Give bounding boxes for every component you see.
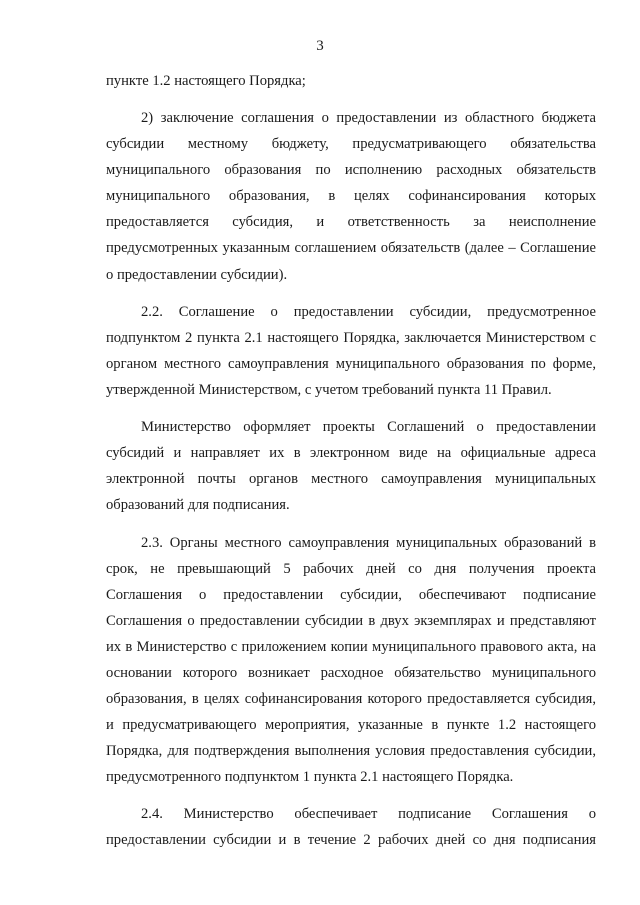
paragraph-continuation: пункте 1.2 настоящего Порядка; bbox=[106, 73, 306, 89]
paragraph-2-2: 2.2. Соглашение о предоставлении субсидии, предусмотренное подпунктом 2 пункта 2.1 настоящего Порядка, заключается Министерством с органом местного самоуправления муниципального образования по форме, утвержденной Министерством, с учетом требований пункта 11 Правил. bbox=[106, 303, 596, 398]
page-number: 3 bbox=[316, 38, 324, 54]
document-body bbox=[106, 68, 596, 853]
paragraph-item-2: 2) заключение соглашения о предоставлении из областного бюджета субсидии местному бюджету, предусматривающего обязательства муниципального образования по исполнению расходных обязательств муниципального образования, в целях софинансирования которых предоставляется субсидия, и ответственность за неисполнение предусмотренных указанным соглашением обязательств (далее – Соглашение о предоставлении субсидии). bbox=[106, 110, 596, 283]
paragraph-ministry-drafts: Министерство оформляет проекты Соглашений о предоставлении субсидий и направляет их в электронном виде на официальные адреса электронной почты органов местного самоуправления муниципальных образований для подписания. bbox=[106, 419, 596, 514]
paragraph-2-4: 2.4. Министерство обеспечивает подписание Соглашения о предоставлении субсидии и в течение 2 рабочих дней со дня подписания bbox=[106, 806, 596, 849]
paragraph-2-3: 2.3. Органы местного самоуправления муниципальных образований в срок, не превышающий 5 рабочих дней со дня получения проекта Соглашения о предоставлении субсидии, обеспечивают подписание Соглашения о предоставлении субсидии в двух экземплярах и представляют их в Министерство с приложением копии муниципального правового акта, на основании которого возникает расходное обязательство муниципального образования, в целях софинансирования которого предоставляется субсидия, и предусматривающего мероприятия, указанные в пункте 1.2 настоящего Порядка, для подтверждения выполнения условия предоставления субсидии, предусмотренного подпунктом 1 пункта 2.1 настоящего Порядка. bbox=[106, 534, 596, 785]
